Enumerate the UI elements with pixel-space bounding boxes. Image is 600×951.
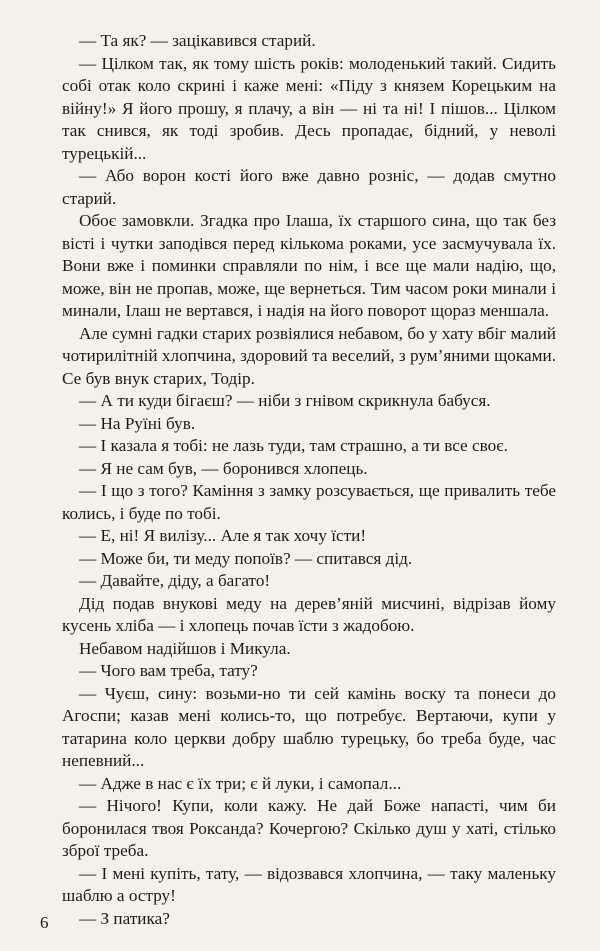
paragraph: — Е, ні! Я вилізу... Але я так хочу їсти!	[79, 526, 367, 545]
paragraph: — А ти куди бігаєш? — ніби з гнівом скрикнула бабуся.	[79, 391, 491, 410]
paragraph: — Адже в нас є їх три; є й луки, і самопал...	[79, 773, 402, 793]
paragraph: — Та як? — зацікавився старий.	[79, 31, 316, 50]
paragraph: — Або ворон кості його вже давно розніс, — додав смутно старий.	[62, 166, 556, 208]
paragraph: — Може би, ти меду попоїв? — спитався дід.	[79, 548, 413, 568]
paragraph: — І мені купіть, тату, — відозвався хлопчина, — таку маленьку шаблю а остру!	[62, 863, 556, 905]
body-text	[62, 30, 556, 930]
paragraph: Небавом надійшов і Микула.	[79, 638, 291, 658]
paragraph: — Давайте, діду, а багато!	[79, 571, 271, 590]
paragraph: — Нічого! Купи, коли кажу. Не дай Боже напасті, чим би боронилася твоя Роксанда? Кочергою? Скілько душ у хаті, стілько зброї треба.	[62, 796, 556, 860]
paragraph: — І що з того? Каміння з замку розсувається, ще привалить тебе колись, і буде по тобі.	[62, 481, 556, 523]
paragraph: — Чого вам треба, тату?	[79, 661, 258, 680]
paragraph: — Я не сам був, — боронився хлопець.	[79, 458, 368, 478]
paragraph: — Чуєш, сину: возьми-но ти сей камінь воску та понеси до Агоспи; казав мені колись-то, що потребує. Вертаючи, купи у татарина коло церкви добру шаблю турецьку, бо треба буде, час непевний...	[62, 683, 556, 770]
paragraph: — І казала я тобі: не лазь туди, там страшно, а ти все своє.	[79, 436, 508, 455]
page-number: 6	[40, 913, 49, 932]
paragraph: — Цілком так, як тому шість років: молоденький такий. Сидить собі отак коло скрині і каже мені: «Піду з князем Корецьким на війну!» Я його прошу, я плачу, а він — ні та ні! І пішов... Цілком так снився, як тоді зробив. Десь пропадає, бідний, у неволі турецькій...	[62, 53, 556, 163]
paragraph: — З патика?	[79, 908, 170, 928]
paragraph: Дід подав внукові меду на дерев’яній мисчині, відрізав йому кусень хліба — і хлопець почав їсти з жадобою.	[62, 593, 556, 635]
paragraph: Але сумні гадки старих розвіялися небавом, бо у хату вбіг малий чотирилітній хлопчина, здоровий та веселий, з рум’яними щоками. Се був внук старих, Тодір.	[62, 323, 556, 388]
paragraph: — На Руїні був.	[79, 413, 196, 433]
paragraph: Обоє замовкли. Згадка про Ілаша, їх старшого сина, що так без вісті і чутки заподівся перед кількома роками, усе засмучувала їх. Вони вже і поминки справляли по нім, і все ще мали надію, що, може, він не пропав, може, ще вернеться. Тим часом роки минали і минали, Ілаш не вертався, і надія на його поворот щораз меншала.	[62, 211, 556, 320]
